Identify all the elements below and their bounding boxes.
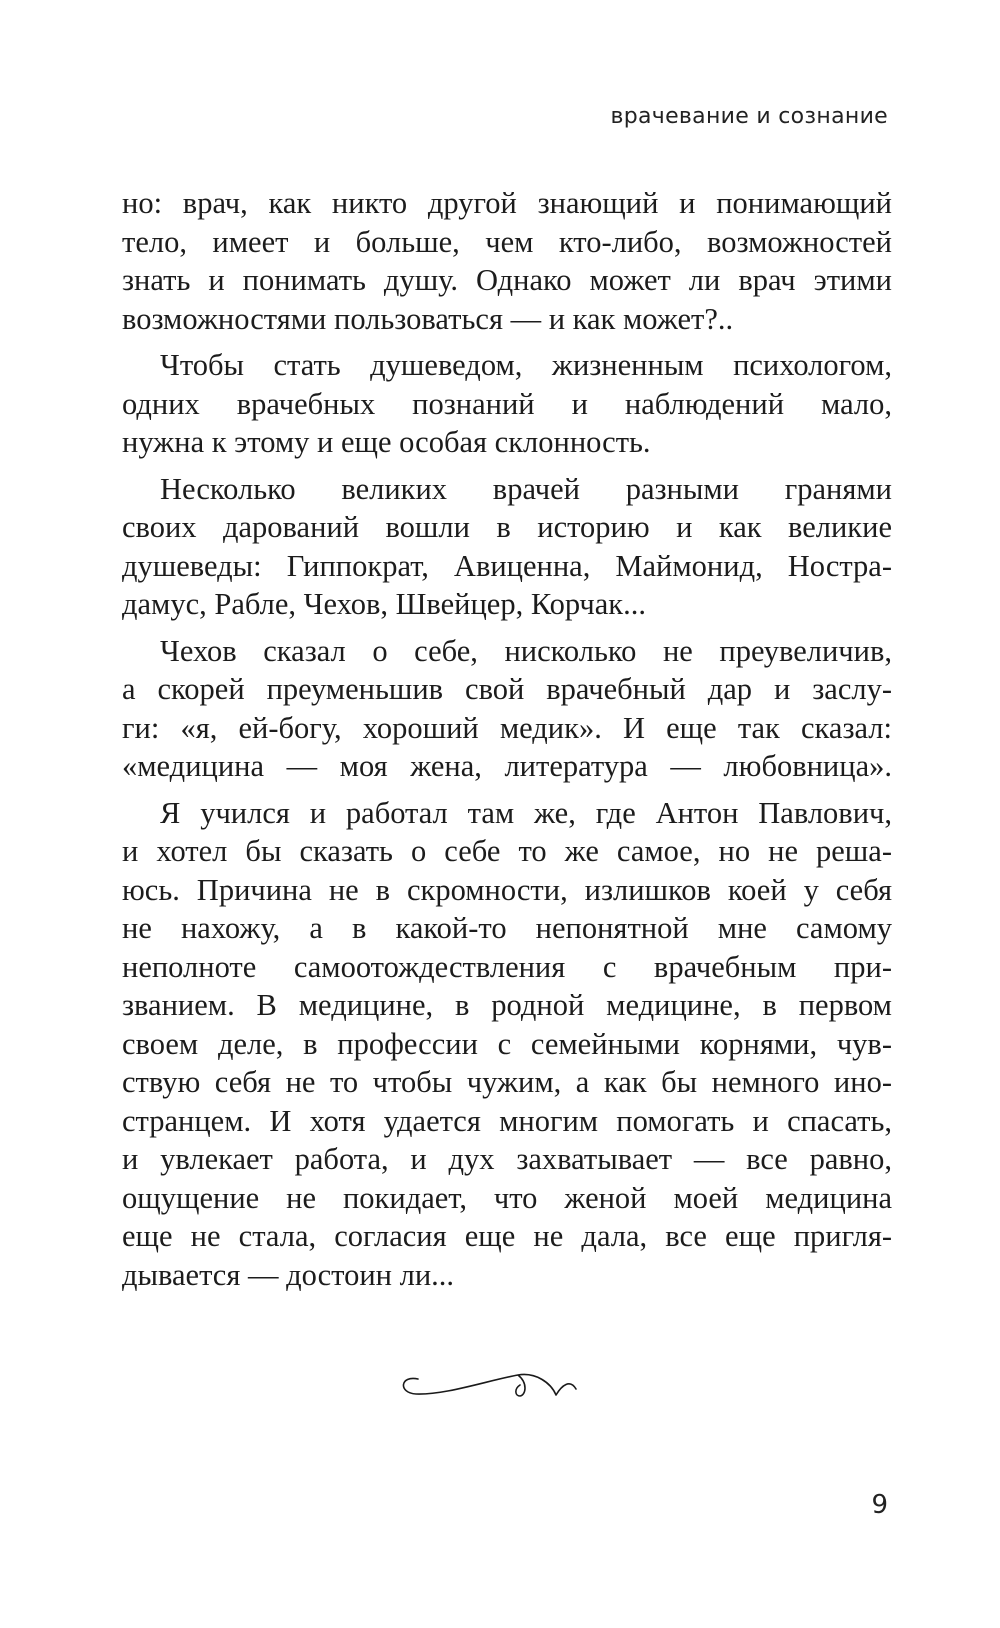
paragraph-1 <box>122 184 892 338</box>
text-line: юсь. Причина не в скромности, излишков коей у себя <box>122 872 892 907</box>
text-line: дывается — достоин ли... <box>122 1257 455 1292</box>
text-line: но: врач, как никто другой знающий и понимающий <box>122 186 892 220</box>
text-line: тело, имеет и больше, чем кто-либо, возможностей <box>122 224 892 259</box>
paragraph-5 <box>122 794 892 1295</box>
paragraph-2 <box>122 346 892 462</box>
text-line: и увлекает работа, и дух захватывает — все равно, <box>122 1142 892 1176</box>
text-line: нужна к этому и еще особая склонность. <box>122 425 651 459</box>
text-line: не нахожу, а в какой-то непонятной мне самому <box>122 911 892 945</box>
text-line: Я учился и работал там же, где Антон Павлович, <box>160 795 892 830</box>
text-line: а скорей преуменьшив свой врачебный дар и заслу- <box>122 672 892 706</box>
text-line: званием. В медицине, в родной медицине, в первом <box>122 988 892 1022</box>
text-line: одних врачебных познаний и наблюдений мало, <box>122 386 892 421</box>
text-line: своих дарований вошли в историю и как великие <box>122 510 892 544</box>
paragraph-3 <box>122 470 892 624</box>
text-line: дамус, Рабле, Чехов, Швейцер, Корчак... <box>122 587 646 621</box>
page-body <box>122 184 892 1294</box>
text-line: ги: «я, ей-богу, хороший медик». И еще так сказал: <box>122 710 892 745</box>
text-line: Чехов сказал о себе, нисколько не преувеличив, <box>160 633 892 668</box>
text-line: ствую себя не то чтобы чужим, а как бы немного ино- <box>122 1065 892 1099</box>
running-header: врачевание и сознание <box>610 104 888 129</box>
text-line: душеведы: Гиппократ, Авиценна, Маймонид, Нострa- <box>122 548 892 583</box>
paragraph-4 <box>122 632 892 786</box>
text-line: и хотел бы сказать о себе то же самое, но не реша- <box>122 834 892 868</box>
text-line: Несколько великих врачей разными гранями <box>160 471 892 506</box>
text-line: странцем. И хотя удается многим помогать и спасать, <box>122 1103 892 1138</box>
text-line: «медицина — моя жена, литература — любовница». <box>122 749 892 783</box>
text-line: неполноте самоотождествления с врачебным при- <box>122 949 892 984</box>
text-line: возможностями пользоваться — и как может?.. <box>122 301 734 336</box>
text-line: своем деле, в профессии с семейными корнями, чув- <box>122 1026 892 1061</box>
text-line: знать и понимать душу. Однако может ли врач этими <box>122 263 892 297</box>
page-number: 9 <box>871 1490 888 1520</box>
text-line: Чтобы стать душеведом, жизненным психологом, <box>160 348 892 382</box>
text-line: еще не стала, согласия еще не дала, все еще пригля- <box>122 1219 892 1253</box>
text-line: ощущение не покидает, что женой моей медицина <box>122 1180 892 1215</box>
flourish-ornament-icon <box>396 1365 596 1405</box>
